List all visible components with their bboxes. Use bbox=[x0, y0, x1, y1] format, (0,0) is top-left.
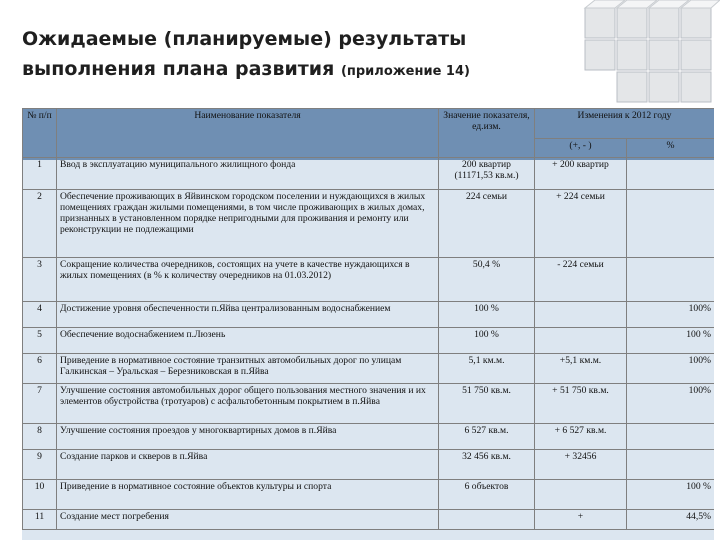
row-change-abs: + 32456 bbox=[535, 450, 627, 480]
row-value: 100 % bbox=[439, 328, 535, 354]
row-name: Создание парков и скверов в п.Яйва bbox=[57, 450, 439, 480]
title-line-2-main: выполнения плана развития bbox=[22, 58, 335, 80]
col-header-abs: (+, - ) bbox=[535, 139, 627, 158]
row-number: 10 bbox=[23, 480, 57, 510]
row-name: Обеспечение проживающих в Яйвинском городском поселении и нуждающихся в жилых помещениях граждан жилыми помещениями, в том числе проживающих в жилых домах, признанных в установленном порядке непригодными для проживания и ремонту или реконструкции не подлежащими bbox=[57, 190, 439, 258]
col-header-value: Значение показателя, ед.изм. bbox=[439, 109, 535, 158]
row-number: 8 bbox=[23, 424, 57, 450]
row-change-abs: +5,1 км.м. bbox=[535, 354, 627, 384]
row-change-abs: + 224 семьи bbox=[535, 190, 627, 258]
row-change-abs: + 200 квартир bbox=[535, 158, 627, 190]
row-value bbox=[439, 510, 535, 530]
row-value: 6 объектов bbox=[439, 480, 535, 510]
row-value: 100 % bbox=[439, 302, 535, 328]
row-number: 6 bbox=[23, 354, 57, 384]
row-change-abs: + 51 750 кв.м. bbox=[535, 384, 627, 424]
row-number: 4 bbox=[23, 302, 57, 328]
row-change-pct bbox=[627, 450, 715, 480]
row-change-abs bbox=[535, 302, 627, 328]
title-line-1: Ожидаемые (планируемые) результаты bbox=[22, 28, 467, 50]
row-value: 224 семьи bbox=[439, 190, 535, 258]
table-row bbox=[23, 510, 715, 530]
table-row bbox=[23, 190, 715, 258]
results-table-container bbox=[22, 108, 714, 540]
table-row bbox=[23, 450, 715, 480]
table-row bbox=[23, 480, 715, 510]
row-number: 5 bbox=[23, 328, 57, 354]
row-change-pct bbox=[627, 258, 715, 302]
row-name: Сокращение количества очередников, состоящих на учете в качестве нуждающихся в жилых помещениях (в % к количеству очередников на 01.03.2012) bbox=[57, 258, 439, 302]
row-change-pct bbox=[627, 190, 715, 258]
table-row bbox=[23, 424, 715, 450]
row-change-pct: 100% bbox=[627, 384, 715, 424]
row-change-abs: + 6 527 кв.м. bbox=[535, 424, 627, 450]
table-row bbox=[23, 328, 715, 354]
row-name: Ввод в эксплуатацию муниципального жилищного фонда bbox=[57, 158, 439, 190]
row-change-pct: 100 % bbox=[627, 328, 715, 354]
title-line-2 bbox=[22, 54, 542, 87]
col-header-pct: % bbox=[627, 139, 715, 158]
table-row bbox=[23, 302, 715, 328]
row-change-abs: - 224 семьи bbox=[535, 258, 627, 302]
row-number: 7 bbox=[23, 384, 57, 424]
title-appendix: (приложение 14) bbox=[340, 64, 470, 79]
row-name: Достижение уровня обеспеченности п.Яйва централизованным водоснабжением bbox=[57, 302, 439, 328]
row-change-pct: 44,5% bbox=[627, 510, 715, 530]
row-number: 9 bbox=[23, 450, 57, 480]
row-change-pct bbox=[627, 158, 715, 190]
row-name: Приведение в нормативное состояние объектов культуры и спорта bbox=[57, 480, 439, 510]
row-value: 6 527 кв.м. bbox=[439, 424, 535, 450]
row-change-pct: 100 % bbox=[627, 480, 715, 510]
row-number: 2 bbox=[23, 190, 57, 258]
row-change-pct: 100% bbox=[627, 354, 715, 384]
row-value: 50,4 % bbox=[439, 258, 535, 302]
col-header-number: № п/п bbox=[23, 109, 57, 158]
table-row bbox=[23, 384, 715, 424]
row-number: 1 bbox=[23, 158, 57, 190]
row-name: Обеспечение водоснабжением п.Люзень bbox=[57, 328, 439, 354]
row-change-abs bbox=[535, 480, 627, 510]
row-name: Улучшение состояния проездов у многоквартирных домов в п.Яйва bbox=[57, 424, 439, 450]
row-name: Приведение в нормативное состояние транзитных автомобильных дорог по улицам Галкинская – Уральская – Березниковская в п.Яйва bbox=[57, 354, 439, 384]
results-table bbox=[22, 108, 714, 530]
row-value: 5,1 км.м. bbox=[439, 354, 535, 384]
row-name: Улучшение состояния автомобильных дорог общего пользования местного значения и их элементов обустройства (тротуаров) с асфальтобетонным покрытием в п.Яйва bbox=[57, 384, 439, 424]
row-value: 200 квартир (11171,53 кв.м.) bbox=[439, 158, 535, 190]
row-change-pct: 100% bbox=[627, 302, 715, 328]
row-change-abs bbox=[535, 328, 627, 354]
row-change-pct bbox=[627, 424, 715, 450]
row-value: 51 750 кв.м. bbox=[439, 384, 535, 424]
slide-title bbox=[22, 24, 542, 87]
table-row bbox=[23, 354, 715, 384]
table-row bbox=[23, 158, 715, 190]
table-row bbox=[23, 258, 715, 302]
cubes-decoration bbox=[565, 0, 720, 108]
row-name: Создание мест погребения bbox=[57, 510, 439, 530]
row-value: 32 456 кв.м. bbox=[439, 450, 535, 480]
row-change-abs: + bbox=[535, 510, 627, 530]
col-header-name: Наименование показателя bbox=[57, 109, 439, 158]
col-header-changes: Изменения к 2012 году bbox=[535, 109, 715, 139]
row-number: 11 bbox=[23, 510, 57, 530]
row-number: 3 bbox=[23, 258, 57, 302]
